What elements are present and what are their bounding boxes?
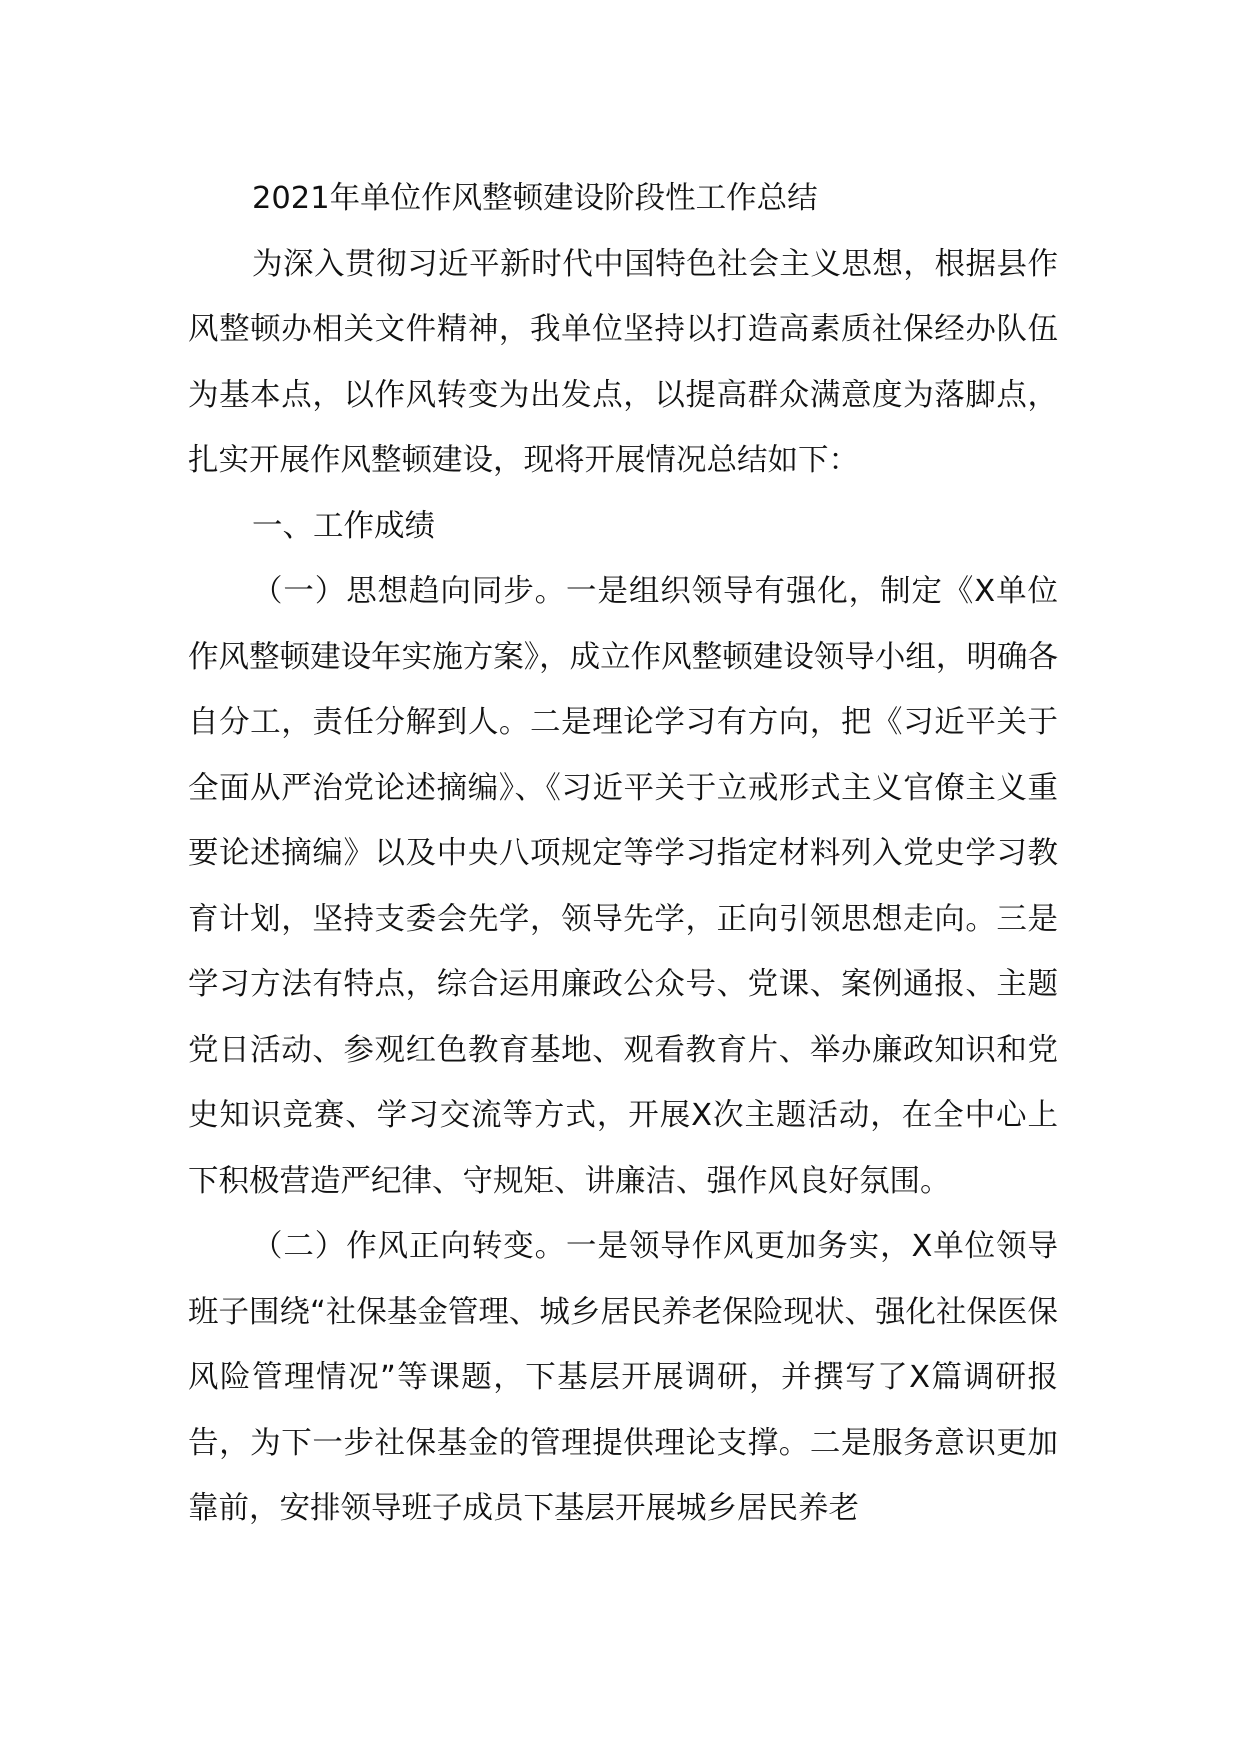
section-heading-achievements: 一、工作成绩 [252, 508, 435, 544]
paragraph-thought-sync: （一）思想趋向同步。一是组织领导有强化，制定《X单位作风整顿建设年实施方案》，成立作风整顿建设领导小组，明确各自分工，责任分解到人。二是理论学习有方向，把《习近平关于全面从严治党论述摘编》、《习近平关于立戒形式主义官僚主义重要论述摘编》以及中央八项规定等学习指定材料列入党史学习教育计划，坚持支委会先学，领导先学，正向引领思想走向。三是学习方法有特点，综合运用廉政公众号、党课、案例通报、主题党日活动、参观红色教育基地、观看教育片、举办廉政知识和党史知识竞赛、学习交流等方式，开展X次主题活动，在全中心上下积极营造严纪律、守规矩、讲廉洁、强作风良好氛围。 [188, 574, 1058, 1199]
document-body [188, 166, 1058, 1542]
intro-paragraph: 为深入贯彻习近平新时代中国特色社会主义思想，根据县作风整顿办相关文件精神，我单位坚持以打造高素质社保经办队伍为基本点，以作风转变为出发点，以提高群众满意度为落脚点，扎实开展作风整顿建设，现将开展情况总结如下： [188, 246, 1058, 478]
paragraph-style-change: （二）作风正向转变。一是领导作风更加务实，X单位领导班子围绕“社保基金管理、城乡居民养老保险现状、强化社保医保风险管理情况”等课题，下基层开展调研，并撰写了X篇调研报告，为下一步社保基金的管理提供理论支撑。二是服务意识更加靠前，安排领导班子成员下基层开展城乡居民养老 [188, 1229, 1058, 1526]
document-title: 2021年单位作风整顿建设阶段性工作总结 [252, 181, 818, 216]
